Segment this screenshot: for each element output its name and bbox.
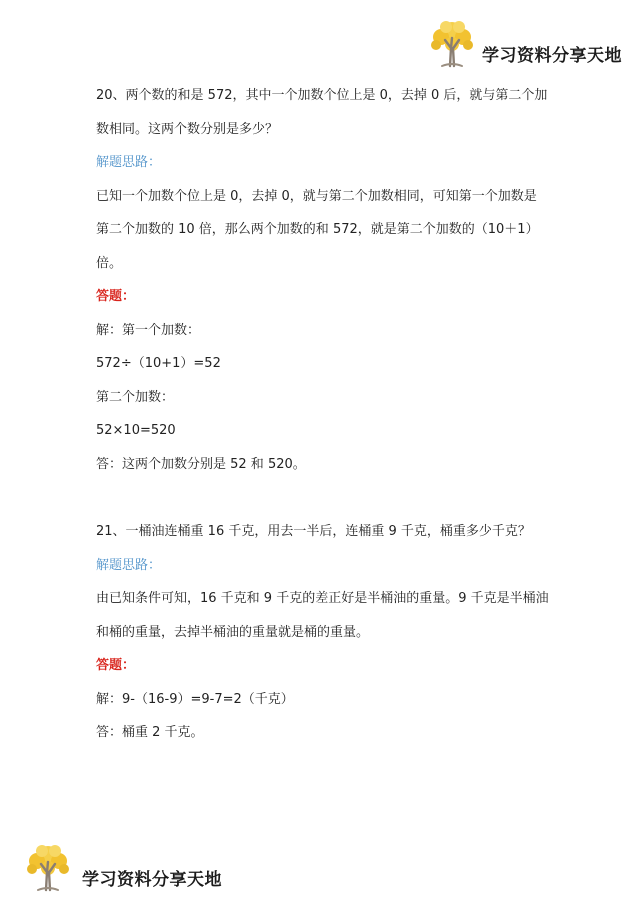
- footer-brand: [24, 842, 222, 892]
- problem20-hint-label: 解题思路：: [96, 155, 162, 170]
- brand-name: 学习资料分享天地: [482, 46, 622, 66]
- tree-logo-icon: [428, 18, 476, 68]
- brand-name: 学习资料分享天地: [82, 870, 222, 890]
- problem20-answer-line3: 第二个加数：: [96, 390, 175, 405]
- problem20-hint-line3: 倍。: [96, 256, 123, 271]
- problem21-answer-label: 答题：: [96, 658, 136, 673]
- problem21-question-line1: 21、一桶油连桶重 16 千克，用去一半后，连桶重 9 千克，桶重多少千克？: [96, 524, 531, 539]
- problem20-question-line1: 20、两个数的和是 572，其中一个加数个位上是 0，去掉 0 后，就与第二个加: [96, 88, 548, 103]
- tree-logo-icon: [24, 842, 72, 892]
- problem20-hint-line2: 第二个加数的 10 倍，那么两个加数的和 572，就是第二个加数的（10＋1）: [96, 222, 539, 237]
- problem20-answer-line5: 答：这两个加数分别是 52 和 520。: [96, 457, 306, 472]
- header-brand: [428, 18, 622, 68]
- problem20-hint-line1: 已知一个加数个位上是 0，去掉 0，就与第二个加数相同，可知第一个加数是: [96, 189, 537, 204]
- problem20-question-line2: 数相同。这两个数分别是多少？: [96, 122, 279, 137]
- problem21-hint-line1: 由已知条件可知，16 千克和 9 千克的差正好是半桶油的重量。9 千克是半桶油: [96, 591, 549, 606]
- problem21-hint-label: 解题思路：: [96, 558, 162, 573]
- problem20-answer-line4: 52×10=520: [96, 423, 176, 438]
- problem20-answer-label: 答题：: [96, 289, 136, 304]
- problem21-answer-line1: 解：9-（16-9）=9-7=2（千克）: [96, 692, 294, 707]
- problem21-hint-line2: 和桶的重量，去掉半桶油的重量就是桶的重量。: [96, 625, 370, 640]
- problem21-answer-line2: 答：桶重 2 千克。: [96, 725, 204, 740]
- problem20-answer-line1: 解：第一个加数：: [96, 323, 201, 338]
- problem20-answer-line2: 572÷（10+1）=52: [96, 356, 221, 371]
